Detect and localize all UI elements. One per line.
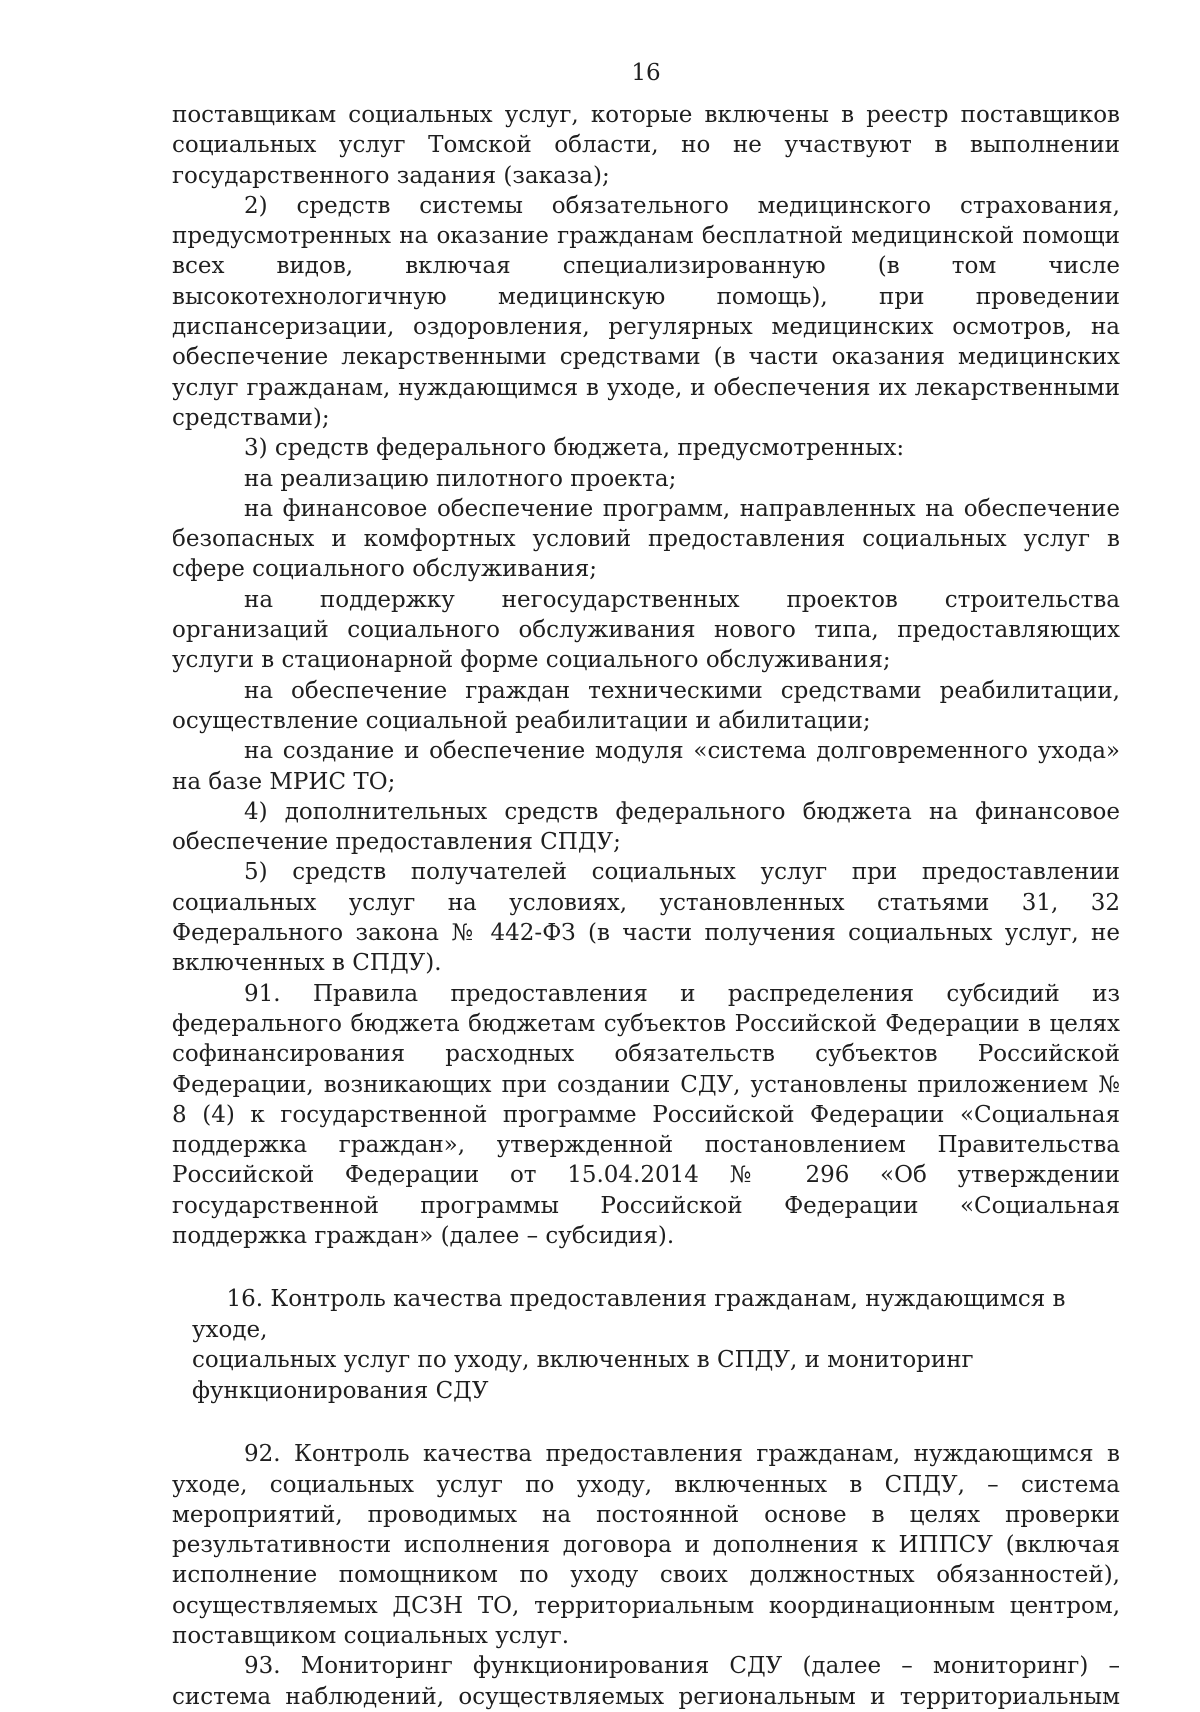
paragraph-item-3-federal-budget: 3) средств федерального бюджета, предусмотренных: <box>244 435 905 462</box>
section-heading-line: социальных услуг по уходу, включенных в СПДУ, и мониторинг <box>192 1347 974 1374</box>
paragraph-item-4-additional-funds: 4) дополнительных средств федерального бюджета на финансовое обеспечение предоставления СПДУ; <box>172 798 1120 856</box>
paragraph-mris-module: на создание и обеспечение модуля «система долговременного ухода» на базе МРИС ТО; <box>172 738 1120 795</box>
paragraph-rehabilitation-means: на обеспечение граждан техническими средствами реабилитации, осуществление социальной реабилитации и абилитации; <box>172 677 1120 734</box>
paragraph-nongovernmental-projects: на поддержку негосударственных проектов строительства организаций социального обслуживания нового типа, предоставляющих услуги в стационарной форме социального обслуживания; <box>172 586 1120 674</box>
paragraph-92-quality-control: 92. Контроль качества предоставления гражданам, нуждающимся в уходе, социальных услуг по уходу, включенных в СПДУ, – система мероприятий, проводимых на постоянной основе в целях проверки результативности исполнения договора и дополнения к ИППСУ (включая исполнение помощником по уходу своих должностных обязанностей), осуществляемых ДСЗН ТО, территориальным координационным центром, поставщиком социальных услуг. <box>172 1441 1120 1650</box>
paragraph-item-5-recipients-funds: 5) средств получателей социальных услуг при предоставлении социальных услуг на условиях, установленных статьями 31, 32 Федерального закона № 442-ФЗ (в части получения социальных услуг, не включенных в СПДУ). <box>172 859 1120 977</box>
document-page <box>172 58 1120 1712</box>
paragraph-93-monitoring: 93. Мониторинг функционирования СДУ (далее – мониторинг) – система наблюдений, осуществляемых региональным и территориальным <box>172 1653 1120 1710</box>
paragraph-91-subsidy-rules: 91. Правила предоставления и распределения субсидий из федерального бюджета бюджетам субъектов Российской Федерации в целях софинансирования расходных обязательств субъектов Российской Федерации, возникающих при создании СДУ, установлены приложением № 8 (4) к государственной программе Российской Федерации «Социальная поддержка граждан», утвержденной постановлением Правительства Российской Федерации от 15.04.2014 № 296 «Об утверждении государственной программы Российской Федерации «Социальная поддержка граждан» (далее – субсидия). <box>172 980 1120 1249</box>
section-heading-16 <box>192 1284 1100 1406</box>
paragraph-pilot-project: на реализацию пилотного проекта; <box>244 465 677 492</box>
paragraph-item-2-oms-funds: 2) средств системы обязательного медицинского страхования, предусмотренных на оказание гражданам бесплатной медицинской помощи всех видов, включая специализированную (в том числе высокотехнологичную медицинскую помощь), при проведении диспансеризации, оздоровления, регулярных медицинских осмотров, на обеспечение лекарственными средствами (в части оказания медицинских услуг гражданам, нуждающимся в уходе, и обеспечения их лекарственными средствами); <box>172 192 1120 431</box>
paragraph-providers-continuation: поставщикам социальных услуг, которые включены в реестр поставщиков социальных услуг Томской области, но не участвуют в выполнении государственного задания (заказа); <box>172 102 1120 189</box>
section-heading-line: функционирования СДУ <box>192 1377 489 1404</box>
section-heading-line: 16. Контроль качества предоставления гражданам, нуждающимся в уходе, <box>192 1286 1066 1343</box>
page-number: 16 <box>631 60 661 86</box>
paragraph-financial-programs: на финансовое обеспечение программ, направленных на обеспечение безопасных и комфортных условий предоставления социальных услуг в сфере социального обслуживания; <box>172 495 1120 583</box>
